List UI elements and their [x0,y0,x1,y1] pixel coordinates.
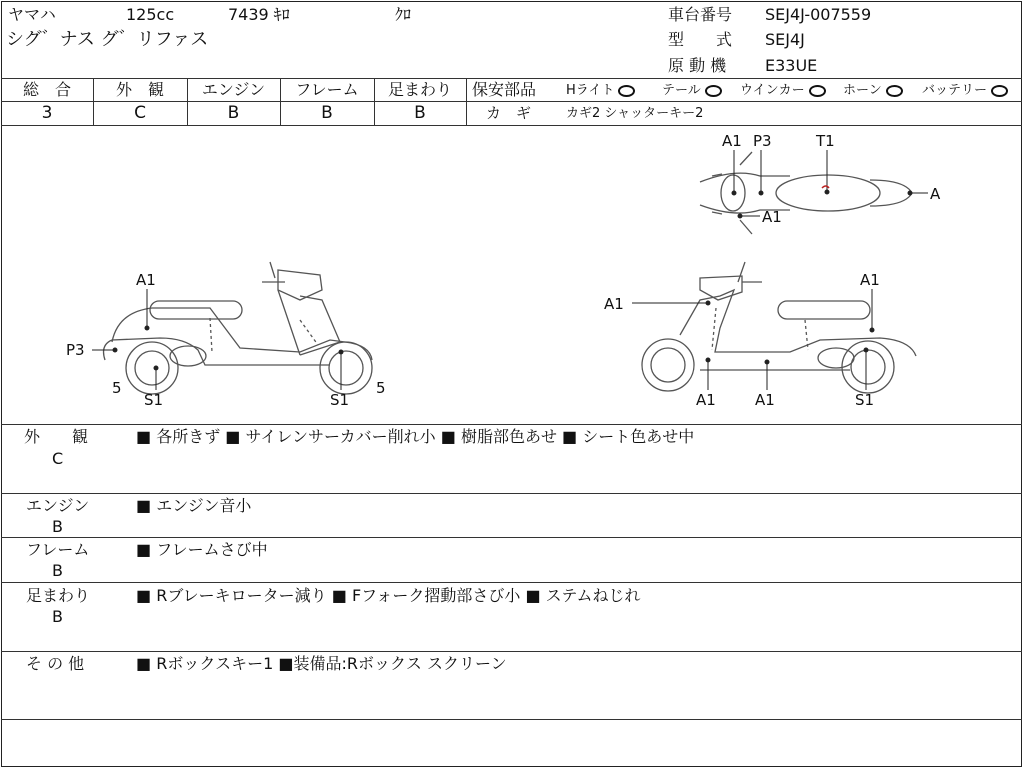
label-top-a1-bottom: A1 [762,208,782,226]
remark-frame-label: フレーム [26,540,90,559]
remark-exterior-text: ■ 各所きず ■ サイレンサーカバー削れ小 ■ 樹脂部色あせ ■ シート色あせ中 [136,427,695,446]
grade-overall-label: 総 合 [22,80,71,99]
grade-exterior-value: C [134,103,146,123]
mileage: 7439 ｷﾛ [228,5,290,24]
remark-suspension-grade: B [52,607,63,626]
grade-engine-value: B [227,103,240,123]
engine-label: 原 動 機 [668,56,727,75]
model-name: シグ゛ナス グ゛リファス [6,29,209,50]
label-top-a1: A1 [722,132,742,150]
label-left-s1-rear: S1 [144,391,164,409]
key-value: カギ2 シャッターキー2 [566,106,704,121]
remark-engine-grade: B [52,517,63,536]
label-left-a1: A1 [136,271,156,289]
label-right-a1-under: A1 [755,391,775,409]
grade-frame-value: B [321,103,333,123]
safety-label: 保安部品 [472,80,537,99]
grade-suspension-label: 足まわり [387,80,452,99]
label-right-a1-floor: A1 [696,391,716,409]
remark-engine-label: エンジン [26,496,90,515]
remark-frame-text: ■ フレームさび中 [136,540,268,559]
remark-exterior-label: 外 観 [24,427,89,446]
safety-item-horn: ホーン [843,82,903,100]
label-left-5: 5 [112,379,122,397]
grade-engine-label: エンジン [201,80,266,99]
label-left-s1-front: S1 [330,391,350,409]
remark-frame-grade: B [52,561,63,580]
safety-item-winker: ウインカー [740,82,826,100]
maker: ヤマハ [8,5,56,24]
remark-other-label: そ の 他 [26,654,85,673]
displacement: 125cc [126,5,175,24]
remark-engine-text: ■ エンジン音小 [136,496,252,515]
grade-suspension-value: B [414,103,426,123]
key-label: カ ギ [486,104,532,122]
label-left-5b: 5 [376,379,386,397]
frame-no: SEJ4J-007559 [765,5,872,24]
safety-item-tail: テール [662,82,722,100]
ok-circle-icon [705,85,722,97]
remark-other-text: ■ Rボックスキー1 ■装備品:Rボックス スクリーン [136,654,507,673]
engine-value: E33UE [765,56,818,75]
label-right-s1: S1 [855,391,875,409]
ok-circle-icon [809,85,826,97]
safety-item-headlight: Hライト [566,82,635,100]
label-top-a: A [930,185,941,203]
divider [1,78,1022,79]
ok-circle-icon [618,85,635,97]
label-right-a1-front: A1 [604,295,624,313]
ok-circle-icon [991,85,1008,97]
grade-exterior-label: 外 観 [115,80,164,99]
color: ｸﾛ [395,5,412,24]
label-right-a1-rear: A1 [860,271,880,289]
safety-item-battery: バッテリー [922,82,1008,100]
ok-circle-icon [886,85,903,97]
remark-suspension-label: 足まわり [26,586,91,605]
type-value: SEJ4J [765,30,805,49]
grade-frame-label: フレーム [295,80,359,99]
remark-suspension-text: ■ Rブレーキローター減り ■ Fフォーク摺動部さび小 ■ ステムねじれ [136,586,641,605]
label-left-p3: P3 [66,341,85,359]
grade-overall-value: 3 [41,103,53,123]
label-top-t1: T1 [816,132,835,150]
remark-exterior-grade: C [52,449,64,468]
label-top-p3: P3 [753,132,772,150]
frame-no-label: 車台番号 [668,5,733,24]
type-label: 型 式 [668,30,733,49]
